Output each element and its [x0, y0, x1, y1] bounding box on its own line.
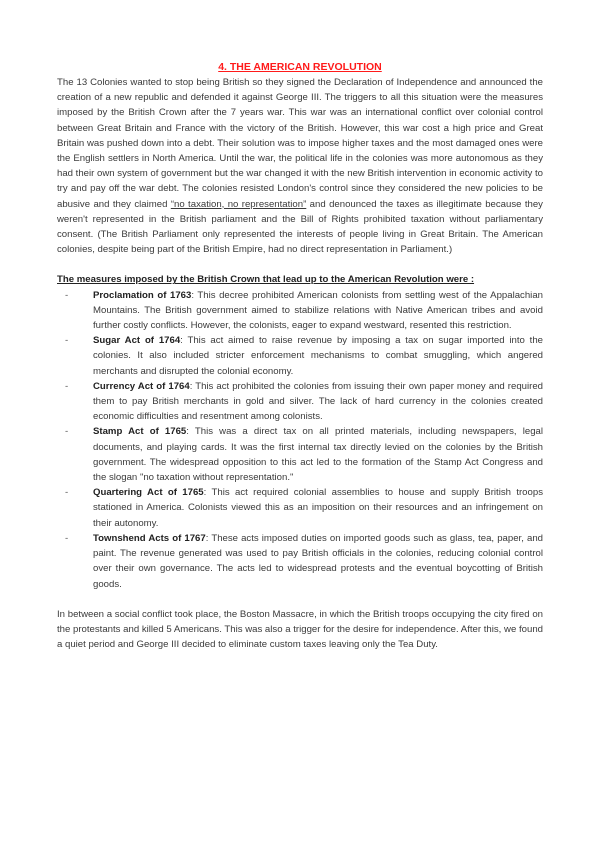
list-item	[57, 288, 543, 334]
list-item	[57, 424, 543, 485]
measure-name: Quartering Act of 1765	[93, 487, 204, 499]
bullet-dash: -	[65, 335, 69, 347]
measure-text: : This act prohibited the colonies from issuing their own paper money and required them to pay British merchants in gold and silver. The lack of hard currency in the colonies created economic difficulties and resentment among colonists.	[93, 380, 543, 423]
bullet-dash: -	[65, 380, 69, 392]
bullet-dash: -	[65, 426, 69, 438]
measure-name: Currency Act of 1764	[93, 380, 190, 392]
list-item	[57, 531, 543, 592]
list-item	[57, 379, 543, 425]
measures-list	[57, 288, 543, 592]
measure-name: Stamp Act of 1765	[93, 426, 187, 438]
closing-paragraph: In between a social conflict took place, the Boston Massacre, in which the British troops occupying the city fired on the protestants and killed 5 Americans. This was also a trigger for the desire for independence. After this, we found a quiet period and George III decided to eliminate custom taxes leaving only the Tea Duty.	[57, 608, 543, 651]
bullet-dash: -	[65, 289, 69, 301]
slogan-quote: “no taxation, no representation”	[170, 198, 307, 210]
measure-text: : This act required colonial assemblies to house and supply British troops stationed in America. Colonists viewed this as an imposition on their resources and an infringement on their autonomy.	[93, 487, 543, 529]
bullet-dash: -	[65, 487, 69, 499]
measure-name: Sugar Act of 1764	[93, 335, 181, 347]
measures-heading: The measures imposed by the British Crown that lead up to the American Revolution were :	[57, 274, 475, 286]
intro-text: The 13 Colonies wanted to stop being British so they signed the Declaration of Independence and announced the creation of a new republic and defended it against George III. The triggers to all this situation were the measures imposed by the British Crown after the 7 years war. This war was an international conflict over colonial control between Great Britain and France with the victory of the British. However, this war cost a high price and Great Britain was pushed down into a debt. Their solution was to impose higher taxes and the most damaged ones were the English settlers in North America. Until the war, the political life in the colonies was more autonomous as they had their own system of government but the war changed it with the new British intervention in economic activity to try and pay off the war debt. The colonies resisted London's control since they considered the new policies to be abusive and they claimed	[57, 77, 543, 210]
intro-text-continued: and denounced the taxes as illegitimate because they weren't represented in the British parliament and the Bill of Rights prohibited taxation without parliamentary consent. (The British Parliament only represented the interests of people living in Great Britain. The American colonies, despite being part of the British Empire, had no direct representation in Parliament.)	[57, 198, 543, 256]
bullet-dash: -	[65, 532, 69, 544]
section-title: 4. THE AMERICAN REVOLUTION	[218, 61, 382, 73]
intro-paragraph	[57, 75, 543, 257]
list-item	[57, 333, 543, 379]
measure-text: : This was a direct tax on all printed materials, including newspapers, legal documents, and playing cards. It was the first internal tax directly levied on the colonies by the British government. The widespread opposition to this act led to the formation of the Stamp Act Congress and the slogan "no taxation without representation."	[93, 426, 543, 484]
measure-text: : This decree prohibited American colonists from settling west of the Appalachian Mountains. The British government aimed to stabilize relations with Native American tribes and avoid further costly conflicts. However, the colonists, eager to expand westward, resented this restriction.	[93, 289, 543, 332]
measure-text: : This act aimed to raise revenue by imposing a tax on sugar imported into the colonies. It also included stricter enforcement mechanisms to combat smuggling, which angered merchants and disrupted the colonial economy.	[93, 335, 544, 377]
measure-name: Proclamation of 1763	[93, 289, 192, 301]
measure-name: Townshend Acts of 1767	[93, 532, 206, 544]
list-item	[57, 485, 543, 531]
measure-text: : These acts imposed duties on imported goods such as glass, tea, paper, and paint. The revenue generated was used to pay British officials in the colonies, reducing colonial control over their own governance. The acts led to widespread protests and the eventual boycotting of British goods.	[93, 532, 543, 590]
document-page	[57, 60, 543, 652]
